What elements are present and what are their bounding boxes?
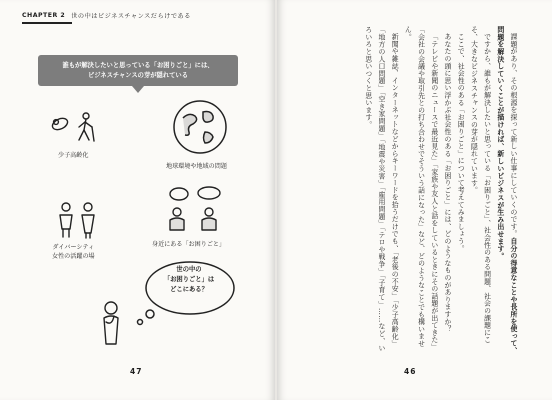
body-text <box>299 26 519 356</box>
bubble-line-1: 世の中の <box>176 266 202 273</box>
caption-diversity <box>52 243 95 262</box>
headline-banner <box>38 55 238 86</box>
paragraph-6: 新聞や雑誌、インターネットなどからキーワードを拾うだけでも、「老後の不安」「少子高齢化」「地方の人口問題」「空き家問題」「地震や災害」「雇用問題」「テロや戦争」「子育て」……など、いろいろと思いつくと思います。 <box>363 26 399 352</box>
bubble-line-2: 「お困りごと」は <box>163 275 215 283</box>
chapter-underline <box>22 22 72 24</box>
page-number-left: 47 <box>130 367 143 376</box>
banner-line-1: 誰もが解決したいと思っている「お困りごと」には、 <box>62 62 214 70</box>
caption-diversity-line-1: ダイバーシティ <box>52 244 95 251</box>
paragraph-4: あなたの頭に思い浮かぶ社会性のある「お困りごと」には、どのようなものがありますか？ <box>442 32 451 333</box>
caption-diversity-line-2: 女性の活躍の場 <box>52 253 95 261</box>
paragraph-1 <box>493 26 519 356</box>
left-page <box>0 0 275 400</box>
banner-line-2: ビジネスチャンスの芽が隠れている <box>87 71 189 79</box>
bubble-text <box>154 265 224 294</box>
bubble-line-3: どこにある？ <box>170 285 208 293</box>
chapter-header <box>22 11 191 20</box>
paragraph-2: ですから、誰もが解決したいと思っている「お困りごと」、社会性のある問題、社会の課題にこそ、大きなビジネスチャンスの芽が隠れています。 <box>469 26 491 344</box>
paragraph-5: 「テレビや新聞のニュースで最近見た」「家族や友人と話をしているときにその話題が出てきた」「会社の会議や取引先との打ち合わせでそういう話になった」など、どのようなことでも構いません。 <box>403 26 438 351</box>
right-page <box>277 0 552 400</box>
caption-earth: 地球環境や地域の問題 <box>166 163 227 170</box>
page-number-right: 46 <box>404 367 417 376</box>
paragraph-1-text: 課題があり、その根源を探って新しい仕事にしていくのです。 <box>509 32 517 238</box>
chapter-title: 世の中はビジネスチャンスだらけである <box>71 13 191 20</box>
paragraph-1-bold: 自分の得意なことや長所を使って、問題を解決していくことが描ければ、新しいビジネスが生み出せます。 <box>495 26 517 355</box>
paragraph-3: ここで、社会性のある「お困りごと」について考えてみましょう。 <box>456 32 465 252</box>
chapter-label: CHAPTER 2 <box>22 12 66 19</box>
thinking-person-icon <box>96 300 126 348</box>
caption-nearby: 身近にある「お困りごと」 <box>152 241 226 248</box>
earth-globe-icon <box>165 98 235 156</box>
caption-aging: 少子高齢化 <box>58 152 89 159</box>
diversity-people-icon <box>52 200 104 240</box>
aging-society-icon <box>48 108 110 148</box>
people-chatting-icon <box>165 186 229 236</box>
